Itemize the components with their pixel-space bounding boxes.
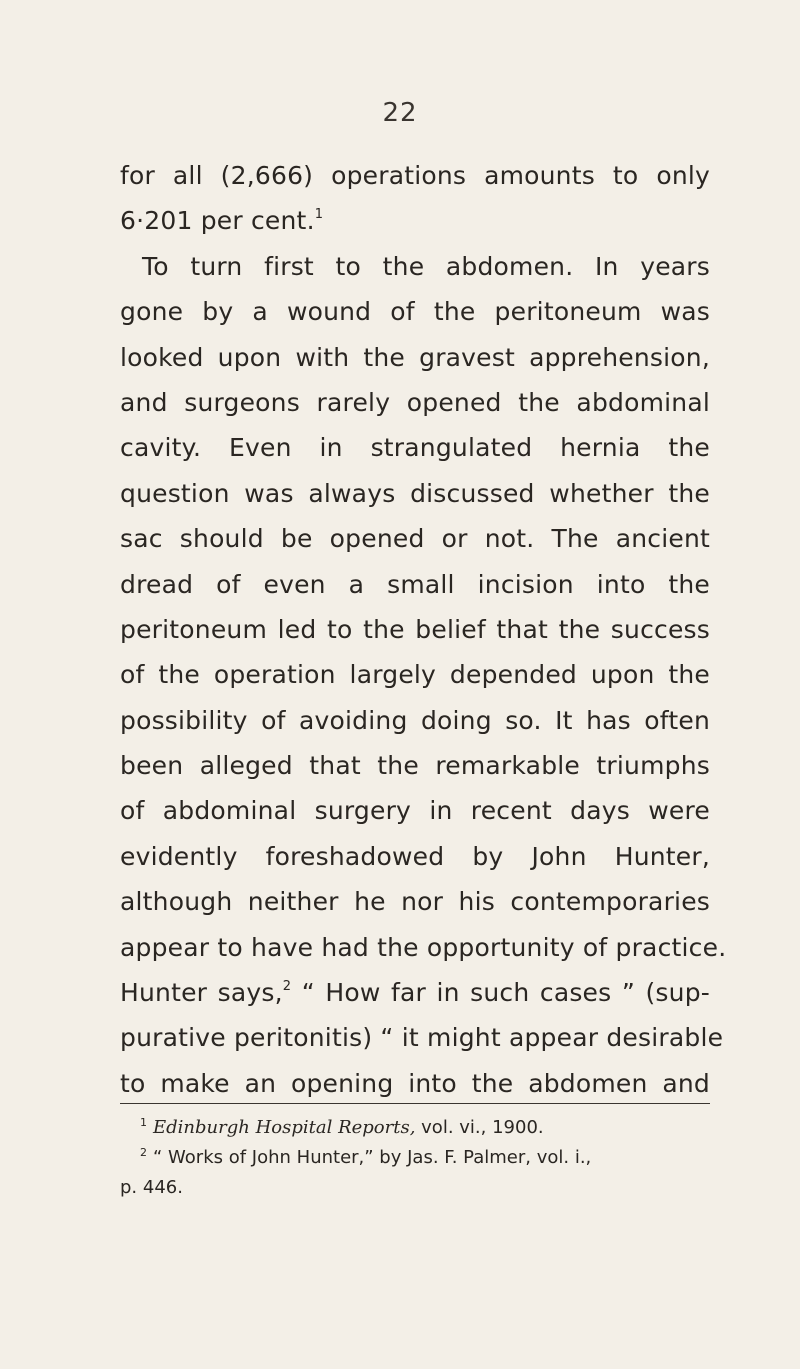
text-segment: cavity. Even in strangulated hernia the	[120, 433, 710, 463]
text-segment: and surgeons rarely opened the abdominal	[120, 387, 710, 417]
text-segment: dread of even a small incision into the	[120, 569, 710, 599]
page-number: 22	[382, 98, 418, 128]
text-line	[120, 925, 727, 970]
text-line	[120, 562, 710, 607]
text-line	[120, 698, 710, 743]
text-segment: of the operation largely depended upon the	[120, 660, 710, 690]
text-segment: although neither he nor his contemporaries	[120, 887, 710, 917]
footnote-divider	[120, 1103, 710, 1104]
text-line	[120, 471, 710, 516]
footnote-1-details: vol. vi., 1900.	[415, 1117, 544, 1138]
text-segment: 6·201 per cent.	[120, 206, 315, 236]
text-line	[120, 788, 710, 833]
text-line	[120, 380, 710, 425]
text-line	[120, 607, 710, 652]
text-line	[120, 289, 710, 334]
text-line	[120, 153, 710, 198]
text-segment: been alleged that the remarkable triumphs	[120, 751, 710, 781]
text-line	[120, 879, 710, 924]
text-line	[120, 1061, 710, 1106]
text-segment: Hunter says,	[120, 978, 283, 1008]
text-segment: possibility of avoiding doing so. It has often	[120, 705, 710, 735]
footnote-2-mark: 2	[140, 1146, 147, 1159]
text-line	[120, 244, 710, 289]
text-segment: peritoneum led to the belief that the success	[120, 614, 710, 644]
footnote-reference: 2	[282, 979, 292, 995]
text-line	[120, 516, 710, 561]
text-segment: question was always discussed whether the	[120, 478, 710, 508]
text-line	[120, 425, 710, 470]
text-line	[120, 970, 710, 1015]
footnote-1-source: Edinburgh Hospital Reports,	[153, 1117, 416, 1138]
footnotes	[120, 1113, 710, 1203]
footnote-1	[120, 1113, 710, 1143]
text-segment: looked upon with the gravest apprehension,	[120, 342, 710, 372]
footnote-1-mark: 1	[140, 1116, 147, 1129]
text-line	[120, 335, 710, 380]
text-line	[120, 834, 710, 879]
footnote-reference: 1	[314, 207, 324, 223]
text-line	[120, 743, 710, 788]
body-text	[120, 153, 727, 1106]
text-line	[120, 198, 710, 243]
text-segment: “ How far in such cases ” (sup-	[291, 978, 710, 1008]
text-segment: evidently foreshadowed by John Hunter,	[120, 841, 710, 871]
footnote-2-text: “ Works of John Hunter,” by Jas. F. Palmer, vol. i.,	[153, 1147, 592, 1168]
text-segment: for all (2,666) operations amounts to only	[120, 161, 710, 190]
footnote-2	[120, 1143, 710, 1173]
text-segment: sac should be opened or not. The ancient	[120, 524, 710, 554]
text-line	[120, 1015, 724, 1060]
text-segment: appear to have had the opportunity of practice.	[120, 932, 727, 962]
footnote-2-continuation: p. 446.	[120, 1177, 183, 1198]
text-line	[120, 652, 710, 697]
text-segment: of abdominal surgery in recent days were	[120, 796, 710, 826]
text-segment: to make an opening into the abdomen and	[120, 1068, 710, 1098]
text-segment: purative peritonitis) “ it might appear desirable	[120, 1023, 724, 1053]
text-segment: gone by a wound of the peritoneum was	[120, 297, 710, 327]
text-segment: To turn first to the abdomen. In years	[142, 251, 710, 281]
